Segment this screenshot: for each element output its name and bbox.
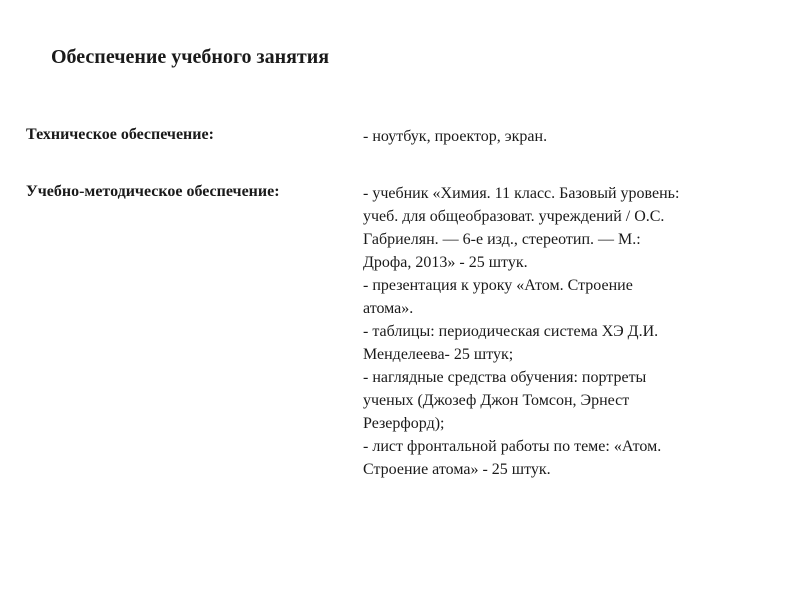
value-line: Менделеева- 25 штук;	[363, 346, 514, 363]
value-line: - наглядные средства обучения: портреты	[363, 369, 647, 386]
methodical-provision-value	[363, 182, 763, 481]
technical-provision-value	[363, 125, 763, 148]
value-line: Строение атома» - 25 штук.	[363, 461, 551, 478]
page-title: Обеспечение учебного занятия	[51, 46, 330, 68]
value-line: Дрофа, 2013» - 25 штук.	[363, 254, 528, 271]
value-line: - презентация к уроку «Атом. Строение	[363, 277, 633, 294]
value-line: учеб. для общеобразоват. учреждений / О.С.	[363, 208, 665, 225]
value-line: Резерфорд);	[363, 415, 445, 432]
value-line: - учебник «Химия. 11 класс. Базовый уровень:	[363, 185, 680, 202]
value-line: - ноутбук, проектор, экран.	[363, 128, 548, 145]
value-line: атома».	[363, 300, 414, 317]
value-line: Габриелян. — 6-е изд., стереотип. — М.:	[363, 231, 641, 248]
methodical-provision-label: Учебно-методическое обеспечение:	[26, 183, 280, 200]
value-line: - таблицы: периодическая система ХЭ Д.И.	[363, 323, 659, 340]
value-line: ученых (Джозеф Джон Томсон, Эрнест	[363, 392, 630, 409]
value-line: - лист фронтальной работы по теме: «Атом.	[363, 438, 662, 455]
technical-provision-label: Техническое обеспечение:	[26, 126, 214, 143]
